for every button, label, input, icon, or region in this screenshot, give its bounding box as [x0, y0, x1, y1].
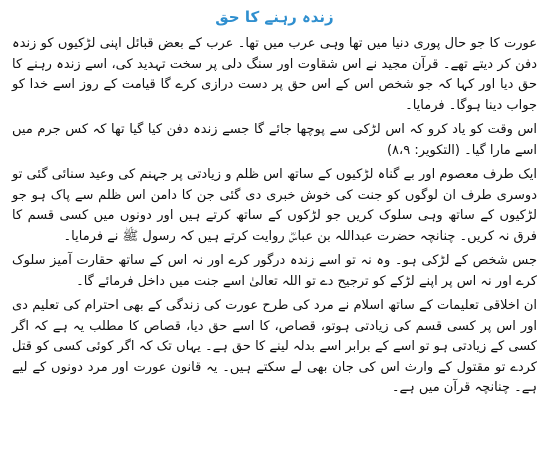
paragraph-verse: اس وقت کو یاد کرو کہ اس لڑکی سے پوچھا جائے گا جسے زندہ دفن کیا گیا تھا کہ کس جرم میں اسے مارا گیا۔ (التکویر: ۸،۹): [12, 122, 537, 158]
paragraph-intro: عورت کا جو حال پوری دنیا میں تھا وہی عرب میں تھا۔ عرب کے بعض قبائل اپنی لڑکیوں کو زندہ دفن کر دیتے تھے۔ قرآن مجید نے اس شقاوت اور سنگ دلی پر سخت تہدید کی، اسے زندہ رہنے کا حق دیا اور کہا کہ جو شخص اس کے اس حق پر دست درازی کرے گا قیامت کے روز اسے خدا کو جواب دینا ہوگا۔ فرمایا۔: [12, 36, 537, 113]
paragraph-qisas: ان اخلاقی تعلیمات کے ساتھ اسلام نے مرد کی طرح عورت کی زندگی کے بھی احترام کی تعلیم دی اور اس پر کسی قسم کی زیادتی ہوتو، قصاص، کا اسے حق دیا، قصاص کا مطلب یہ ہے کہ اگر کسی کے زیادتی ہو تو اسے کے برابر اسے بدلہ لینے کا حق ہے۔ یہاں تک کہ اگر کوئی کسی کو قتل کردے تو مقتول کے وارث اس کی جان بھی لے سکتے ہیں۔ یہ قانون عورت اور مرد دونوں کے لیے ہے۔ چنانچہ قرآن میں ہے۔: [12, 298, 537, 395]
paragraph-hadith: جس شخص کے لڑکی ہو۔ وہ نہ تو اسے زندہ درگور کرے اور نہ اس کے ساتھ حقارت آمیز سلوک کرے اور نہ اس پر اپنے لڑکے کو ترجیح دے تو اللہ تعالیٰ اسے جنت میں داخل فرمائے گا۔: [12, 253, 537, 289]
section-title: زندہ رہنے کا حق: [215, 8, 334, 26]
paragraph-warning: ایک طرف معصوم اور بے گناہ لڑکیوں کے ساتھ اس ظلم و زیادتی پر جہنم کی وعید سنائی گئی تو دوسری طرف ان لوگوں کو جنت کی خوش خبری دی گئی جن کا دامن اس ظلم سے پاک ہو جو لڑکیوں کے ساتھ وہی سلوک کریں جو لڑکوں کے ساتھ کرتے ہیں اور دونوں میں کسی قسم کا فرق نہ کریں۔ چنانچہ حضرت عبداللہ بن عباسؓ روایت کرتے ہیں کہ رسول ﷺ نے فرمایا۔: [12, 167, 537, 244]
